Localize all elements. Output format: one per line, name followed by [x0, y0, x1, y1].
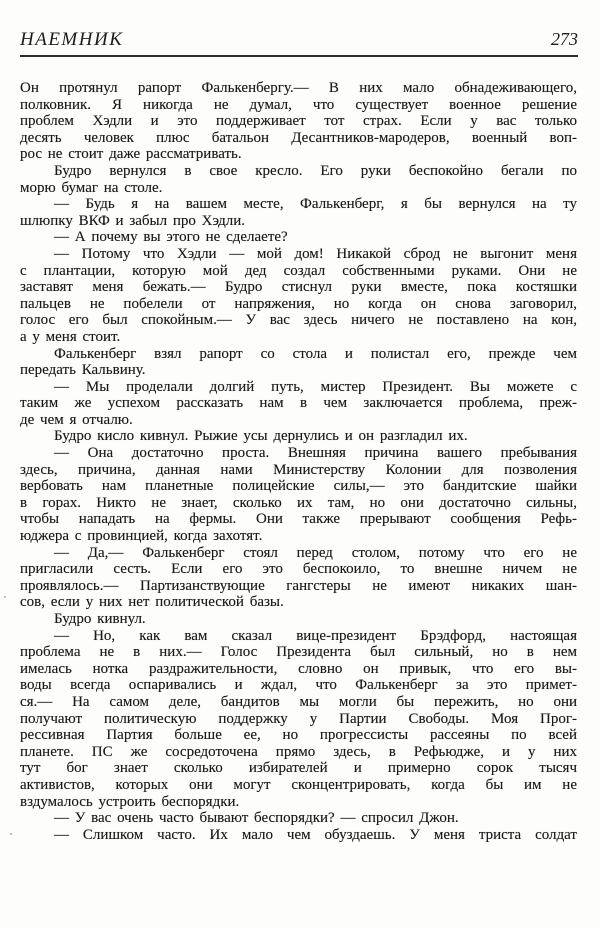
paragraph	[20, 628, 577, 811]
text-line: а у меня стоит.	[20, 328, 121, 345]
paragraph	[20, 428, 577, 445]
page-number: 273	[551, 29, 578, 49]
text-line: в горах. Никто не знает, сколько их там, но они достаточно сильны,	[20, 494, 577, 511]
paragraph	[20, 611, 577, 628]
text-line: передать Кальвину.	[20, 362, 146, 379]
text-line: вздумалось устроить беспорядки.	[20, 793, 240, 810]
text-line: Будро кисло кивнул. Рыжие усы дернулись и он разгладил их.	[54, 428, 468, 445]
paragraph	[20, 545, 577, 611]
paragraph	[20, 346, 577, 379]
text-line: голос его был спокойным.— У вас здесь ничего не поставлено на кон,	[20, 312, 577, 329]
text-line: — У вас очень часто бывают беспорядки? — спросил Джон.	[54, 810, 459, 827]
text-line: имелась нотка раздражительности, словно он привык, что его вы-	[20, 660, 577, 677]
paragraph	[20, 379, 577, 429]
text-line: пригласили сесть. Если его это беспокоило, то внешне ничем не	[20, 561, 577, 578]
text-line: заставят меня бежать.— Будро стиснул руки вместе, пока костяшки	[20, 279, 577, 296]
text-line: Он протянул рапорт Фалькенбергу.— В них мало обнадеживающего,	[20, 80, 577, 96]
text-line: полковник. Я никогда не думал, что существует военное решение	[20, 96, 577, 113]
page-title: НАЕМНИК	[20, 29, 124, 50]
text-line: воды всегда оспаривались и ждал, что Фалькенберг за это примет-	[20, 677, 577, 694]
text-line: ся.— На самом деле, бандитов мы могли бы пережить, но они	[20, 693, 577, 710]
text-line: рессивная Партия больше ее, но прогрессисты рассеяны по всей	[20, 727, 577, 744]
text-line: морю бумаг на столе.	[20, 179, 163, 196]
scan-speck	[4, 596, 6, 598]
text-line: получают политическую поддержку у Партии Свободы. Моя Прог-	[20, 710, 577, 727]
text-line: чтобы нападать на фермы. Они также прерывают сообщения Рефь-	[20, 511, 577, 528]
text-line: Будро кивнул.	[54, 611, 146, 627]
text-line: — Она достаточно проста. Внешняя причина вашего пребывания	[54, 445, 577, 462]
text-line: — А почему вы этого не сделаете?	[54, 229, 288, 246]
text-line: шлюпку ВКФ и забыл про Хэдли.	[20, 212, 246, 229]
paragraph	[20, 80, 577, 163]
paragraph	[20, 827, 577, 844]
paragraph	[20, 196, 577, 229]
text-line: Будро вернулся в свое кресло. Его руки беспокойно бегали по	[54, 162, 577, 179]
text-line: проявлялось.— Партизанствующие гангстеры не имеют никаких шан-	[20, 577, 577, 594]
text-line: проблема не в них.— Голос Президента был сильный, но в нем	[20, 644, 577, 661]
text-line: Фалькенберг взял рапорт со стола и полистал его, прежде чем	[54, 345, 577, 362]
text-line: с плантации, которую мой дед создал собственными руками. Они не	[20, 262, 577, 279]
paragraph	[20, 810, 577, 827]
text-line: активистов, которых они могут сконцентрировать, когда бы им не	[20, 776, 577, 793]
text-line: пальцев не побелели от напряжения, но когда он снова заговорил,	[20, 295, 577, 312]
text-line: сов, если у них нет политической базы.	[20, 594, 284, 611]
text-line: — Будь я на вашем месте, Фалькенберг, я бы вернулся на ту	[54, 196, 577, 213]
paragraph	[20, 445, 577, 545]
paragraph	[20, 163, 577, 196]
text-line: — Слишком часто. Их мало чем обуздаешь. У меня триста солдат	[54, 826, 577, 843]
text-line: юджера с провинцией, когда захотят.	[20, 528, 263, 545]
paragraph	[20, 229, 577, 246]
text-line: — Потому что Хэдли — мой дом! Никакой сброд не выгонит меня	[54, 245, 577, 262]
text-line: — Но, как вам сказал вице-президент Брэдфорд, настоящая	[54, 627, 577, 644]
text-line: — Мы проделали долгий путь, мистер Президент. Вы можете с	[54, 378, 577, 395]
text-line: проблем Хэдли и это поддерживает тот страх. Если у вас только	[20, 113, 577, 130]
running-header	[20, 30, 578, 57]
body-text	[20, 80, 577, 843]
text-line: де чем я отчалю.	[20, 411, 133, 428]
text-line: — Да,— Фалькенберг стоял перед столом, потому что его не	[54, 544, 577, 561]
text-line: рос не стоит даже рассматривать.	[20, 146, 242, 163]
text-line: планете. ПС же сосредоточена прямо здесь, в Рефьюдже, и у них	[20, 743, 577, 760]
scan-speck	[10, 833, 12, 835]
text-line: тут бог знает сколько избирателей и примерно сорок тысяч	[20, 760, 577, 777]
paragraph	[20, 246, 577, 346]
text-line: десять человек плюс батальон Десантников-мародеров, военный воп-	[20, 129, 577, 146]
text-line: здесь, причина, данная нами Министерству Колонии для позволения	[20, 461, 577, 478]
text-line: таким же успехом рассказать нам в чем заключается проблема, преж-	[20, 395, 577, 412]
text-line: вербовать нам планетные полицейские силы,— это бандитские шайки	[20, 478, 577, 495]
